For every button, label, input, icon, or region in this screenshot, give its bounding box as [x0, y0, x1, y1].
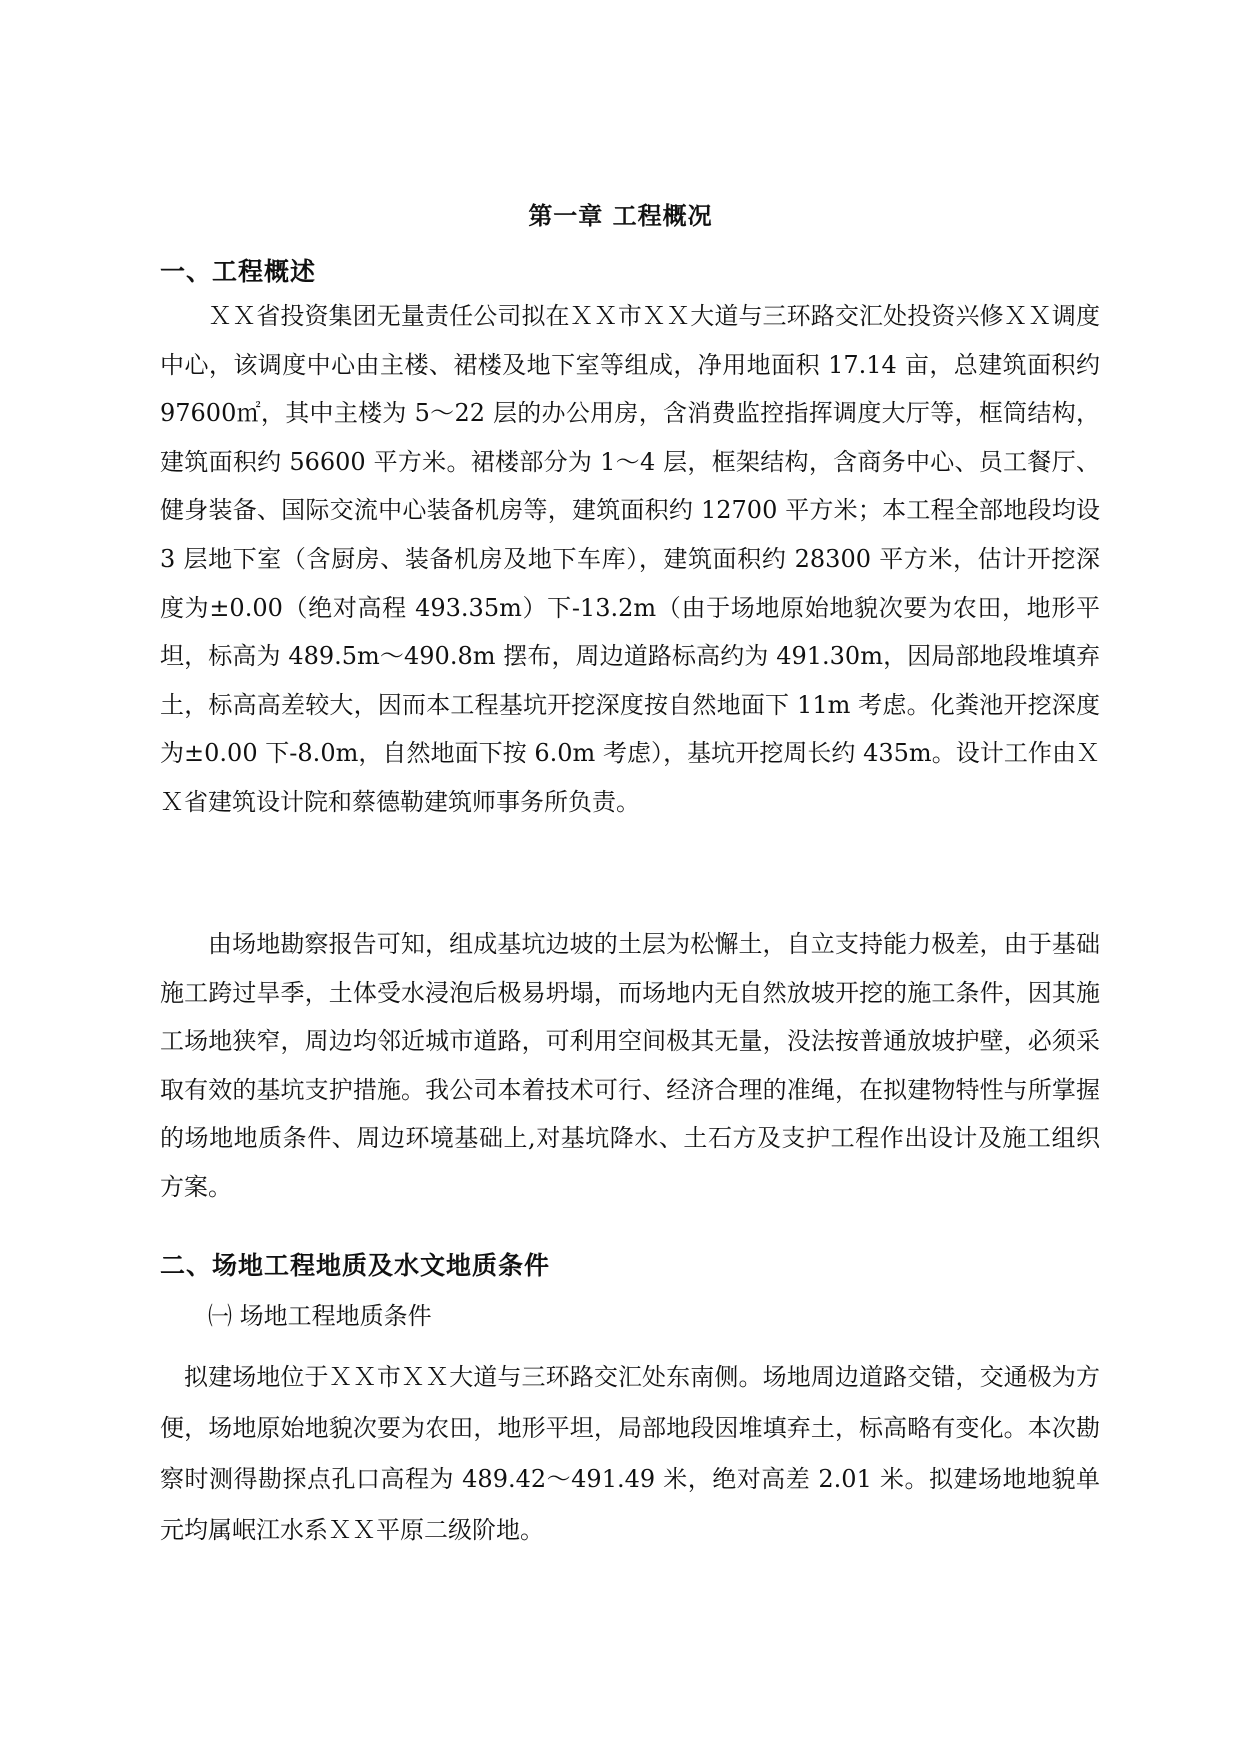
geology-paragraph: 拟建场地位于ＸＸ市ＸＸ大道与三环路交汇处东南侧。场地周边道路交错，交通极为方便，场地原始地貌次要为农田，地形平坦，局部地段因堆填弃土，标高略有变化。本次勘察时测得勘探点孔口高程为 489.42～491.49 米，绝对高差 2.01 米。拟建场地地貌单元均属岷江水系ＸＸ平原二级阶地。 [160, 1363, 1100, 1544]
section-heading-overview: 一、工程概述 [160, 257, 317, 286]
section-heading-geology: 二、场地工程地质及水文地质条件 [160, 1251, 551, 1280]
overview-paragraph-2: 由场地勘察报告可知，组成基坑边坡的土层为松懈土，自立支持能力极差，由于基础施工跨过旱季，土体受水浸泡后极易坍塌，而场地内无自然放坡开挖的施工条件，因其施工场地狭窄，周边均邻近城市道路，可利用空间极其无量，没法按普通放坡护壁，必须采取有效的基坑支护措施。我公司本着技术可行、经济合理的准绳，在拟建物特性与所掌握的场地地质条件、周边环境基础上,对基坑降水、土石方及支护工程作出设计及施工组织方案。 [160, 930, 1100, 1201]
overview-paragraph-1: ＸＸ省投资集团无量责任公司拟在ＸＸ市ＸＸ大道与三环路交汇处投资兴修ＸＸ调度中心，该调度中心由主楼、裙楼及地下室等组成，净用地面积 17.14 亩，总建筑面积约 97600㎡，其中主楼为 5～22 层的办公用房，含消费监控指挥调度大厅等，框筒结构，建筑面积约 56600 平方米。裙楼部分为 1～4 层，框架结构，含商务中心、员工餐厅、健身装备、国际交流中心装备机房等，建筑面积约 12700 平方米；本工程全部地段均设 3 层地下室（含厨房、装备机房及地下车库），建筑面积约 28300 平方米，估计开挖深度为±0.00（绝对高程 493.35m）下-13.2m（由于场地原始地貌次要为农田，地形平坦，标高为 489.5m～490.8m 摆布，周边道路标高约为 491.30m，因局部地段堆填弃土，标高高差较大，因而本工程基坑开挖深度按自然地面下 11m 考虑。化粪池开挖深度为±0.00 下-8.0m，自然地面下按 6.0m 考虑），基坑开挖周长约 435m。设计工作由ＸＸ省建筑设计院和蔡德勒建筑师事务所负责。 [160, 302, 1100, 816]
chapter-title: 第一章 工程概况 [528, 202, 713, 230]
subsection-heading-geology: ㈠ 场地工程地质条件 [208, 1302, 432, 1330]
